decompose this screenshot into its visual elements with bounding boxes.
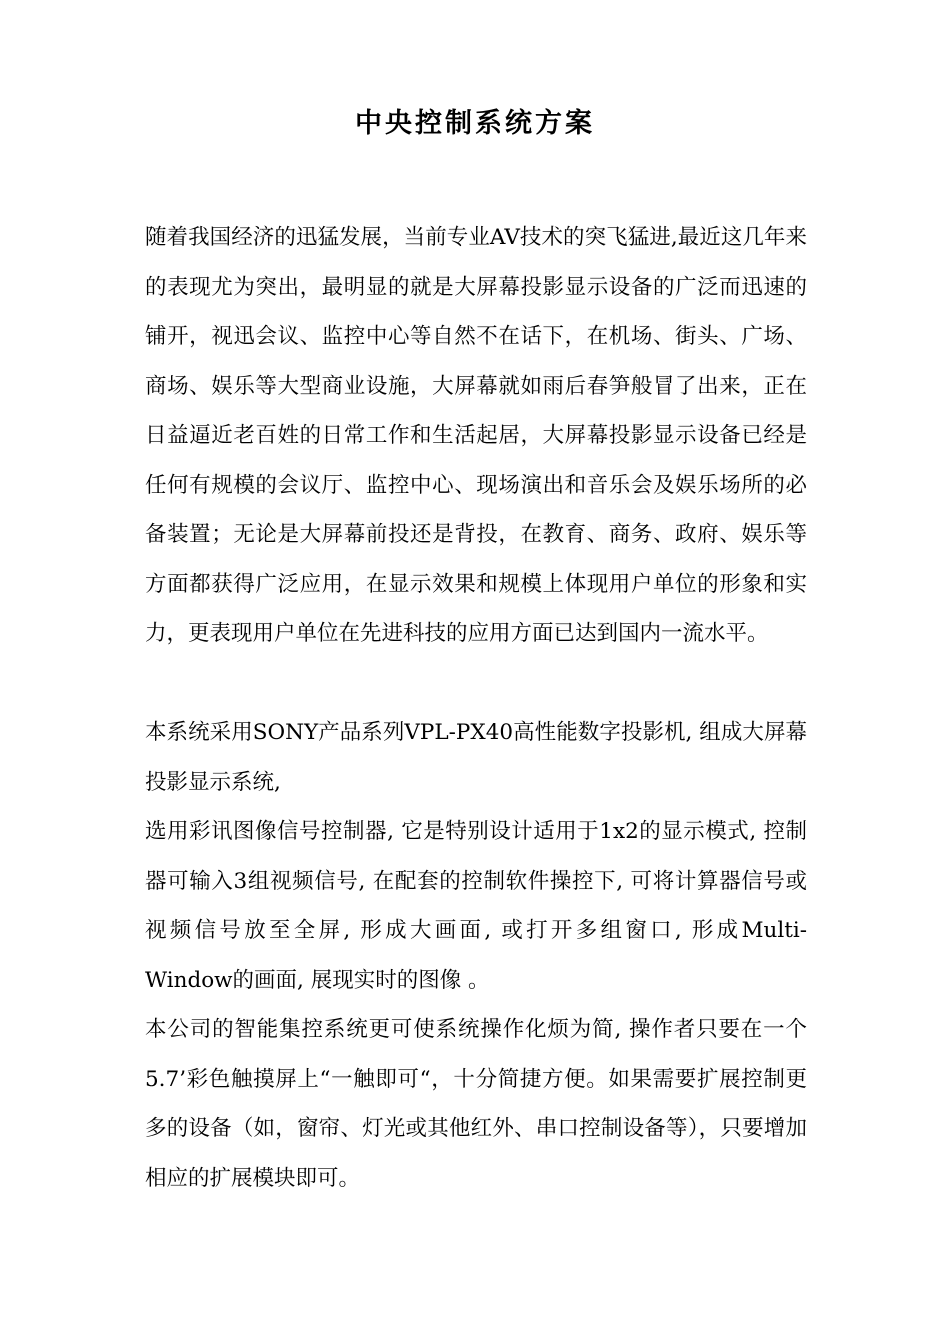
paragraph-projector-system: 本系统采用SONY产品系列VPL-PX40高性能数字投影机, 组成大屏幕投影显示系统, xyxy=(145,720,807,795)
paragraph-signal-controller: 选用彩讯图像信号控制器, 它是特别设计适用于1x2的显示模式, 控制器可输入3组视频信号, 在配套的控制软件操控下, 可将计算器信号或视频信号放至全屏, 形成大画面, 或打开多组窗口, 形成Multi-Window的画面, 展现实时的图像 。 xyxy=(145,819,807,993)
paragraph-intro: 随着我国经济的迅猛发展，当前专业AV技术的突飞猛进,最近这几年来的表现尤为突出，最明显的就是大屏幕投影显示设备的广泛而迅速的铺开，视迅会议、监控中心等自然不在话下，在机场、街头、广场、商场、娱乐等大型商业设施，大屏幕就如雨后春笋般冒了出来，正在日益逼近老百姓的日常工作和生活起居，大屏幕投影显示设备已经是任何有规模的会议厅、监控中心、现场演出和音乐会及娱乐场所的必备装置；无论是大屏幕前投还是背投，在教育、商务、政府、娱乐等方面都获得广泛应用，在显示效果和规模上体现用户单位的形象和实力，更表现用户单位在先进科技的应用方面已达到国内一流水平。 xyxy=(145,225,807,646)
paragraph-central-control: 本公司的智能集控系统更可使系统操作化烦为简, 操作者只要在一个5.7’彩色触摸屏上“一触即可“，十分简捷方便。如果需要扩展控制更多的设备（如，窗帘、灯光或其他红外、串口控制设备等），只要增加相应的扩展模块即可。 xyxy=(145,1017,807,1191)
document-title: 中央控制系统方案 xyxy=(355,108,595,139)
paragraph-gap xyxy=(145,659,807,709)
document-body xyxy=(145,213,807,1203)
